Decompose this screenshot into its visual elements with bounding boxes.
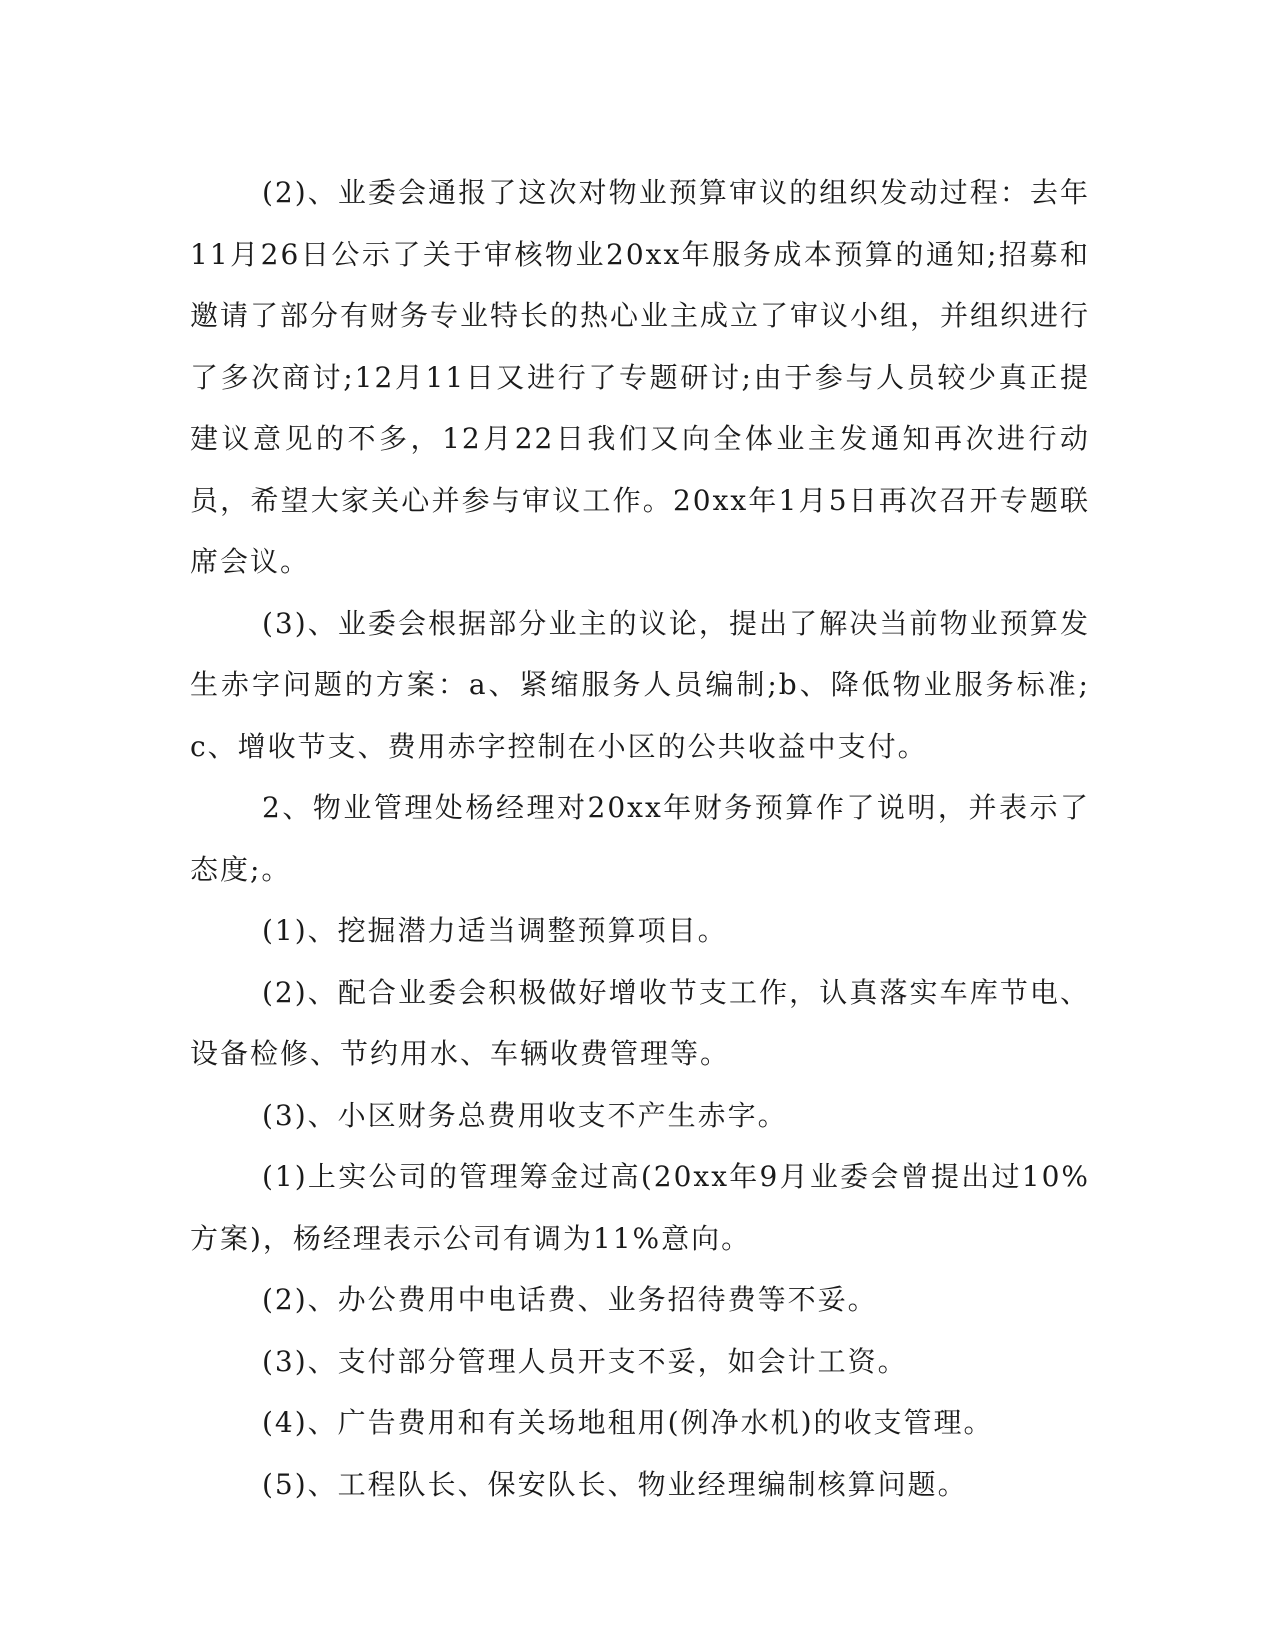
paragraph-adjust-budget: (1)、挖掘潜力适当调整预算项目。	[262, 914, 728, 947]
paragraph-advertising-rent: (4)、广告费用和有关场地租用(例净水机)的收支管理。	[262, 1406, 994, 1439]
paragraph-committee-process: (2)、业委会通报了这次对物业预算审议的组织发动过程：去年11月26日公示了关于审核物业20xx年服务成本预算的通知;招募和邀请了部分有财务专业特长的热心业主成立了审议小组，并组织进行了多次商讨;12月11日又进行了专题研讨;由于参与人员较少真正提建议意见的不多，12月22日我们又向全体业主发通知再次进行动员，希望大家关心并参与审议工作。20xx年1月5日再次召开专题联席会议。	[190, 176, 1091, 578]
paragraph-no-deficit: (3)、小区财务总费用收支不产生赤字。	[262, 1098, 788, 1132]
paragraph-office-expenses: (2)、办公费用中电话费、业务招待费等不妥。	[262, 1283, 878, 1316]
paragraph-management-fee: (1)上实公司的管理筹金过高(20xx年9月业委会曾提出过10%方案)，杨经理表示公司有调为11%意向。	[190, 1160, 1090, 1255]
paragraph-cooperate-committee: (2)、配合业委会积极做好增收节支工作，认真落实车库节电、设备检修、节约用水、车辆收费管理等。	[190, 975, 1090, 1070]
document-body	[190, 162, 1090, 1515]
paragraph-manager-statement: 2、物业管理处杨经理对20xx年财务预算作了说明，并表示了态度;。	[190, 791, 1090, 886]
paragraph-staffing-accounting: (5)、工程队长、保安队长、物业经理编制核算问题。	[262, 1467, 968, 1501]
paragraph-staff-expenses: (3)、支付部分管理人员开支不妥，如会计工资。	[262, 1344, 908, 1378]
paragraph-deficit-solutions: (3)、业委会根据部分业主的议论，提出了解决当前物业预算发生赤字问题的方案：a、紧缩服务人员编制;b、降低物业服务标准;c、增收节支、费用赤字控制在小区的公共收益中支付。	[190, 606, 1090, 763]
